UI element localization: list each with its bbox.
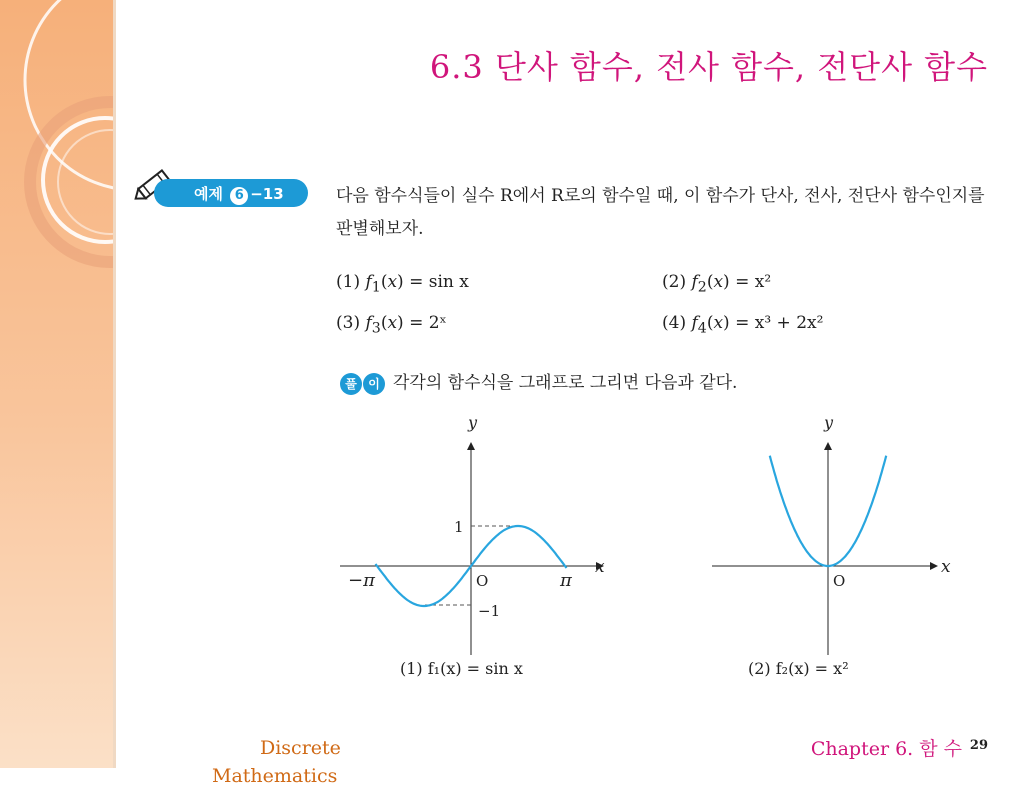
x-label: x: [941, 557, 951, 577]
badge-suffix: −13: [250, 185, 284, 203]
formula-sub: 3: [371, 320, 381, 337]
footer-course: [212, 734, 341, 790]
formula-name: f: [365, 313, 372, 333]
origin-label: O: [476, 572, 489, 590]
formula-num: (2): [662, 272, 687, 292]
formula-sub: 1: [371, 279, 381, 296]
formula-num: (4): [662, 313, 687, 333]
parabola-caption: (2) f₂(x) = x²: [748, 659, 849, 678]
formula-name: f: [691, 313, 698, 333]
formula-expr: 2ˣ: [428, 313, 447, 333]
problem-text: 다음 함수식들이 실수 R에서 R로의 함수일 때, 이 함수가 단사, 전사, 전단사 함수인지를 판별해보자.: [336, 186, 985, 239]
formula-name: f: [691, 272, 698, 292]
pi-label: π: [560, 570, 572, 591]
formula-expr: x²: [754, 272, 772, 292]
formula-name: f: [365, 272, 372, 292]
footer-course-line2: Mathematics: [212, 765, 338, 787]
swirl-decoration: [0, 0, 113, 768]
formula-expr: x³ + 2x²: [754, 313, 824, 333]
footer-course-line1: Discrete: [260, 737, 341, 759]
sidebar-divider: [113, 0, 116, 768]
x-label: x: [595, 557, 605, 577]
minus-one-label: −1: [478, 602, 501, 620]
formula-sub: 4: [697, 320, 707, 337]
formula-sub: 2: [697, 279, 707, 296]
solution-line: [340, 368, 737, 395]
slide-title: 6.3 단사 함수, 전사 함수, 전단사 함수: [429, 48, 988, 86]
y-label: y: [468, 413, 478, 432]
solution-text: 각각의 함수식을 그래프로 그리면 다음과 같다.: [393, 373, 738, 393]
one-label: 1: [454, 518, 464, 536]
sine-caption: (1) f₁(x) = sin x: [400, 659, 523, 678]
sidebar-decoration: [0, 0, 113, 768]
page-number: 29: [969, 738, 988, 753]
badge-label: [194, 183, 284, 205]
badge-chapter-number: 6: [230, 187, 248, 205]
formula-num: (3): [336, 313, 361, 333]
parabola-graph: [700, 410, 970, 690]
formula-expr: sin x: [428, 272, 469, 292]
example-badge: [130, 174, 308, 212]
sine-graph: [330, 410, 630, 690]
formula-2: (2) $f_2(x) = x^2$: [662, 272, 772, 296]
origin-label: O: [833, 572, 846, 590]
neg-pi-label: −π: [348, 570, 375, 591]
formula-3: (3) $f_3(x)$ = 2ˣ: [336, 313, 447, 337]
formula-1: (1) $f_1(x) = \sin x$: [336, 272, 469, 296]
y-label: y: [824, 413, 834, 432]
badge-prefix: 예제: [194, 185, 223, 203]
formula-4: (4) $f_4(x) = x^3 + 2x^2$: [662, 313, 824, 337]
formula-num: (1): [336, 272, 361, 292]
solution-tag-1: 풀: [340, 373, 362, 395]
footer-chapter: Chapter 6. 함 수: [810, 738, 962, 760]
solution-tag-2: 이: [363, 373, 385, 395]
